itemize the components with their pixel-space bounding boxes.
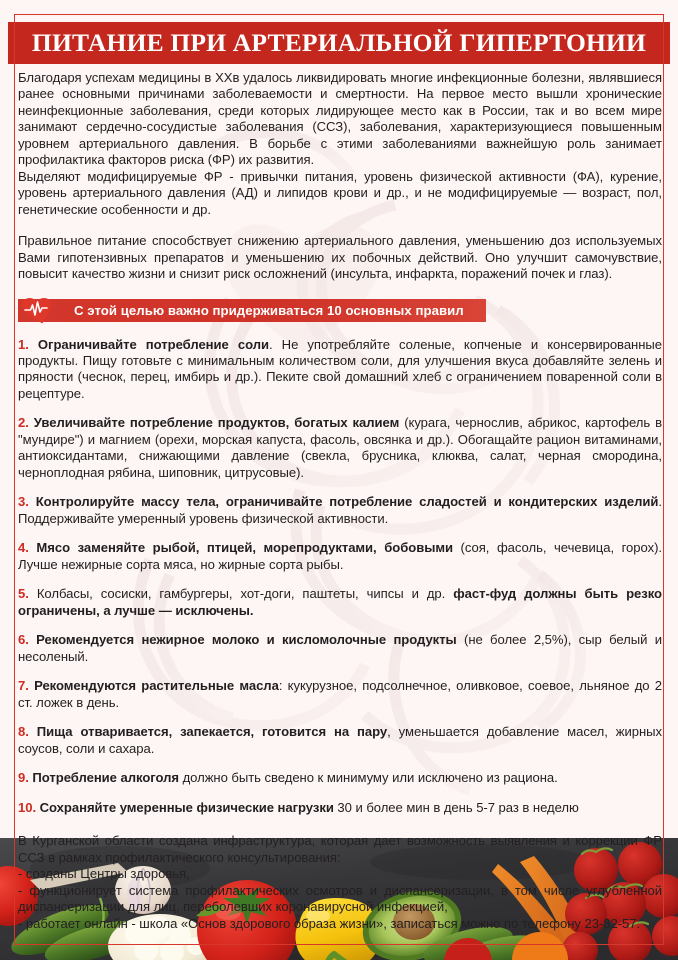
rule-bold-lead: Рекомендуется нежирное молоко и кисломолочные продукты — [36, 632, 457, 648]
rule-bold-lead: Увеличивайте потребление продуктов, богатых калием — [33, 415, 400, 431]
rules-banner — [18, 299, 662, 323]
rule-item — [18, 415, 662, 481]
rule-item — [18, 724, 662, 757]
rule-text: : кукурузное, подсолнечное, оливковое, соевое, льняное до 2 ст. ложек в день. — [18, 678, 663, 710]
rule-number: 1. — [18, 336, 29, 352]
rules-banner-label: С этой целью важно придерживаться 10 основных правил — [74, 303, 464, 319]
rule-number: 5. — [18, 586, 29, 602]
poster-title-banner — [8, 22, 670, 64]
rule-number: 8. — [18, 724, 29, 740]
rule-bold-tail: фаст-фуд должны быть резко ограничены, а лучше — исключены. — [18, 586, 662, 618]
rule-item — [18, 770, 662, 786]
footer-block — [18, 833, 662, 932]
rule-number: 9. — [18, 770, 29, 786]
rule-item — [18, 494, 662, 527]
rule-number: 6. — [18, 632, 29, 648]
intro-paragraph-2: Выделяют модифицируемые ФР - привычки питания, уровень физической активности (ФА), курение, уровень артериального давления (АД) и липидов крови и др., и не модифицируемые — возраст, пол, генетические особенности и др. — [18, 168, 662, 217]
intro-paragraph-3: Правильное питание способствует снижению артериального давления, уменьшению доз используемых Вами гипотензивных препаратов и уменьшению их побочных действий. Оно улучшит самочувствие, повысит качество жизни и снизит риск осложнений (инсульта, инфаркта, поражений почек и глаз). — [18, 233, 662, 281]
rule-bold-lead: Сохраняйте умеренные физические нагрузки — [39, 799, 334, 815]
rule-item — [18, 540, 662, 573]
rule-bold-lead: Рекомендуются растительные масла — [34, 678, 279, 694]
rule-text: , уменьшается добавление масел, жирных соусов, соли и сахара. — [18, 724, 662, 756]
spacer — [18, 282, 662, 297]
footer-paragraph: В Курганской области создана инфраструктура, которая дает возможность выявления и коррекции ФР ССЗ в рамках профилактического консультирования: — [18, 833, 662, 865]
page-title: ПИТАНИЕ ПРИ АРТЕРИАЛЬНОЙ ГИПЕРТОНИИ — [31, 28, 647, 58]
rule-bold-lead: Потребление алкоголя — [32, 770, 179, 786]
rule-number: 4. — [18, 540, 29, 556]
rule-bold-lead: Ограничивайте потребление соли — [37, 336, 269, 352]
rule-text: . Не употребляйте соленые, копченые и консервированные продукты. Пищу готовьте с минимальным количеством соли, для улучшения вкуса добавляйте зелень и пряности (чеснок, перец, имбирь и др.). Пеките свой домашний хлеб с ограничением поваренной соли в рецептуре. — [18, 336, 663, 401]
rule-text: (не более 2,5%), сыр белый и несоленый. — [18, 632, 662, 664]
heart-pulse-icon — [19, 296, 65, 326]
poster-content — [18, 70, 662, 932]
rule-text: (соя, фасоль, чечевица, горох). Лучше нежирные сорта мяса, но жирные сорта рыбы. — [18, 540, 662, 572]
rule-bold-lead: Пища отваривается, запекается, готовится на пару — [36, 724, 388, 740]
footer-item: - функционирует система профилактических осмотров и диспансеризации, в том числе углубленной диспансеризации для лиц, переболевших коронавирусной инфекцией, — [18, 882, 662, 915]
rule-text: должно быть сведено к минимуму или исключено из рациона. — [178, 770, 558, 786]
rules-list — [18, 337, 662, 817]
rule-text: Колбасы, сосиски, гамбургеры, хот-доги, паштеты, чипсы и др. — [36, 586, 454, 602]
rule-item — [18, 800, 662, 816]
rule-number: 3. — [18, 494, 29, 510]
rule-number: 10. — [18, 799, 37, 815]
intro-paragraph-1: Благодаря успехам медицины в ХХв удалось ликвидировать многие инфекционные болезни, являвшиеся ранее основными причинами заболеваемости и смертности. На первое место вышли хронические неинфекционные заболевания, среди которых лидирующее место как в России, так и во всем мире занимают сердечно-сосудистые заболевания (ССЗ), заболевания, характеризующиеся повышенным уровнем артериального давления. В борьбе с этими заболеваниями важнейшую роль занимает профилактика факторов риска (ФР) их развития. — [18, 70, 662, 168]
rule-text: (курага, чернослив, абрикос, картофель в "мундире") и магнием (орехи, морская капуста, фасоль, овсянка и др.). Обогащайте рацион витаминами, антиоксидантами, снижающими давление (свекла, брусника, клюква, салат, черная смородина, черноплодная рябина, шиповник, цитрусовые). — [18, 415, 662, 480]
rule-item — [18, 632, 662, 665]
rule-bold-lead: Мясо заменяйте рыбой, птицей, морепродуктами, бобовыми — [36, 540, 453, 556]
rule-number: 7. — [18, 678, 29, 694]
rule-text: 30 и более мин в день 5-7 раз в неделю — [333, 799, 579, 815]
rule-text: . Поддерживайте умеренный уровень физической активности. — [18, 494, 663, 526]
spacer — [18, 218, 662, 233]
footer-item: - созданы Центры здоровья, — [18, 866, 190, 882]
rule-bold-lead: Контролируйте массу тела, ограничивайте потребление сладостей и кондитерских изделий — [35, 494, 659, 510]
rule-item — [18, 337, 662, 403]
rule-number: 2. — [18, 415, 29, 431]
rule-item — [18, 678, 662, 711]
footer-item: - работает онлайн - школа «Основ здорового образа жизни», записаться можно по телефону 23-82-57. — [18, 915, 641, 931]
rule-item — [18, 586, 662, 619]
